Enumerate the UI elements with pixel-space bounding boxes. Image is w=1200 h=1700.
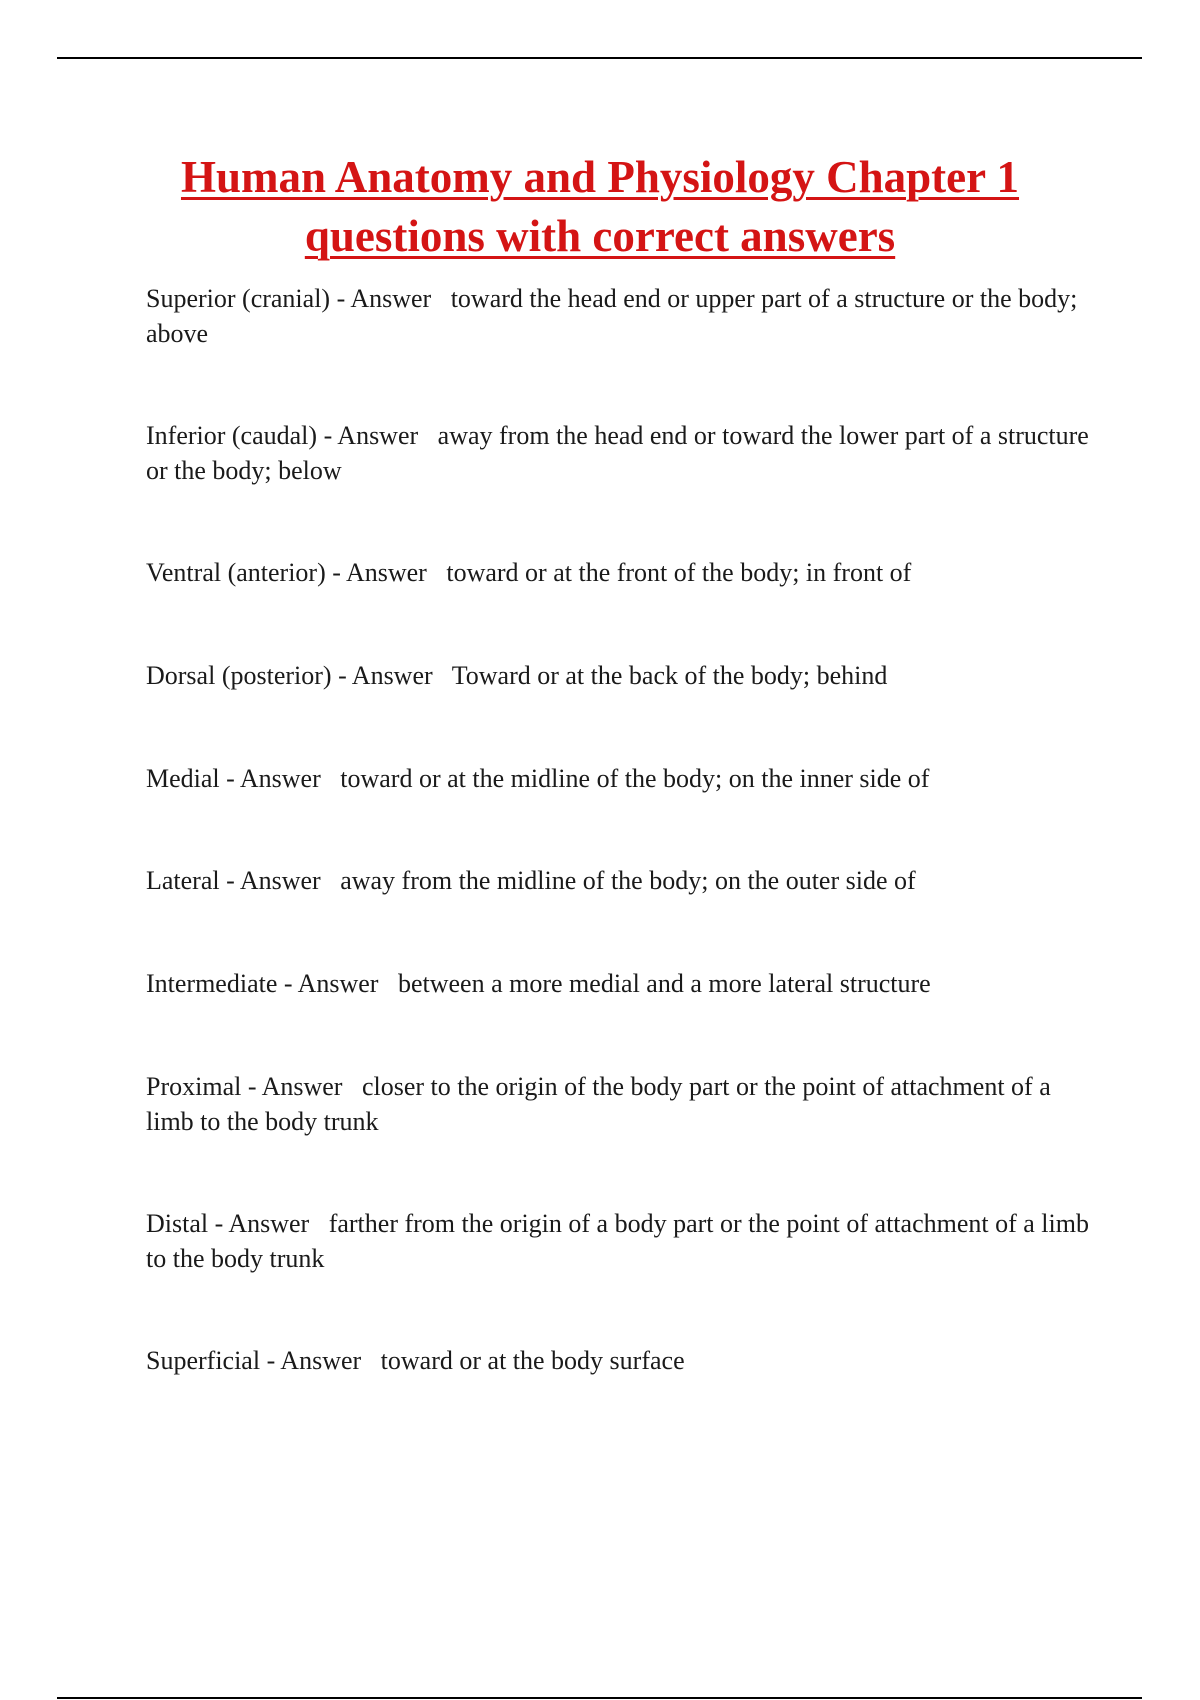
definition: farther from the origin of a body part or the point of attachment of a limb to the body trunk [146, 1209, 1089, 1273]
answer-label: - Answer [247, 1072, 343, 1101]
answer-label: - Answer [332, 558, 427, 587]
term: Medial [146, 764, 220, 793]
document-title: Human Anatomy and Physiology Chapter 1 questions with correct answers [180, 152, 1020, 261]
qa-item [146, 281, 1096, 351]
term: Intermediate [146, 969, 278, 998]
term: Proximal [146, 1072, 242, 1101]
term: Superficial [146, 1346, 261, 1375]
qa-item [146, 1069, 1096, 1139]
answer-label: - Answer [266, 1346, 362, 1375]
answer-label: - Answer [226, 764, 321, 793]
qa-item [146, 658, 1096, 693]
answer-label: - Answer [336, 284, 432, 313]
answer-label: - Answer [338, 661, 433, 690]
definition: between a more medial and a more lateral structure [397, 969, 931, 998]
answer-label: - Answer [283, 969, 379, 998]
term: Inferior (caudal) [146, 421, 318, 450]
term: Lateral [146, 866, 220, 895]
qa-item [146, 555, 1096, 590]
qa-item [146, 1206, 1096, 1276]
answer-label: - Answer [214, 1209, 310, 1238]
qa-item [146, 1343, 1096, 1378]
definition: Toward or at the back of the body; behind [451, 661, 888, 690]
term: Distal [146, 1209, 209, 1238]
qa-item [146, 418, 1096, 488]
definition: toward or at the body surface [380, 1346, 685, 1375]
qa-item [146, 761, 1096, 796]
definition: closer to the origin of the body part or the point of attachment of a limb to the body trunk [146, 1072, 1051, 1136]
definition: toward or at the midline of the body; on the inner side of [340, 764, 930, 793]
term: Superior (cranial) [146, 284, 331, 313]
answer-label: - Answer [323, 421, 419, 450]
bottom-rule [57, 1697, 1142, 1699]
qa-item [146, 966, 1096, 1001]
definition: away from the head end or toward the lower part of a structure or the body; below [146, 421, 1089, 485]
definition: toward or at the front of the body; in front of [446, 558, 912, 587]
definition: away from the midline of the body; on the outer side of [340, 866, 916, 895]
answer-label: - Answer [226, 866, 321, 895]
qa-item [146, 863, 1096, 898]
definition: toward the head end or upper part of a structure or the body; above [146, 284, 1078, 348]
term: Dorsal (posterior) [146, 661, 332, 690]
term: Ventral (anterior) [146, 558, 326, 587]
